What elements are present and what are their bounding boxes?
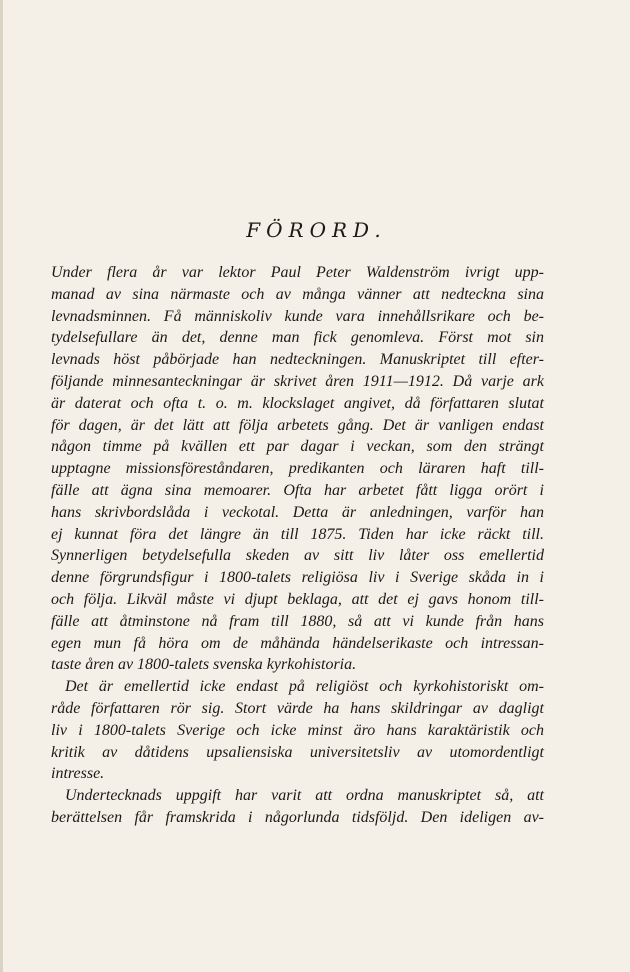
text-line: intresse.	[51, 765, 105, 783]
text-line: är daterat och ofta t. o. m. klockslaget angivet, då författaren slutat	[51, 394, 544, 412]
text-line: hans skrivbordslåda i veckotal. Detta är anledningen, varför han	[51, 503, 544, 521]
text-line: Under flera år var lektor Paul Peter Waldenström ivrigt upp-	[51, 264, 544, 281]
text-line: fälle att åtminstone nå fram till 1880, så att vi kunde från hans	[51, 612, 544, 630]
text-line: berättelsen får framskrida i någorlunda tidsföljd. Den ideligen av-	[51, 808, 544, 826]
text-line: egen mun få höra om de måhända händelserikaste och intressan-	[51, 634, 544, 652]
text-line: tydelsefullare än det, denne man fick genomleva. Först mot sin	[51, 329, 544, 347]
page-title: FÖRORD.	[246, 218, 387, 242]
text-line: och följa. Likväl måste vi djupt beklaga, att det ej gavs honom till-	[51, 590, 544, 608]
text-line: liv i 1800-talets Sverige och icke minst äro hans karaktäristik och	[51, 721, 544, 739]
text-line: för dagen, är det lätt att följa arbetets gång. Det är vanligen endast	[51, 416, 544, 434]
text-line: någon timme på kvällen ett par dagar i veckan, som den strängt	[51, 438, 544, 456]
paragraph-2	[51, 676, 544, 785]
paragraph-1	[51, 262, 544, 676]
text-line: taste åren av 1800-talets svenska kyrkohistoria.	[51, 656, 357, 674]
body-text	[51, 262, 544, 829]
text-line: manad av sina närmaste och av många vänner att nedteckna sina	[51, 285, 544, 303]
text-line: Det är emellertid icke endast på religiöst och kyrkohistoriskt om-	[65, 678, 544, 696]
text-line: levnads höst påbörjade han nedteckningen. Manuskriptet till efter-	[51, 351, 544, 369]
text-line: denne förgrundsfigur i 1800-talets religiösa liv i Sverige skåda in i	[51, 569, 544, 587]
text-line: kritik av dåtidens upsaliensiska universitetsliv av utomordentligt	[51, 743, 544, 761]
text-line: råde författaren rör sig. Stort värde ha hans skildringar av dagligt	[51, 699, 544, 717]
text-line: Undertecknads uppgift har varit att ordna manuskriptet så, att	[65, 787, 544, 805]
paragraph-3	[51, 785, 544, 829]
text-line: Synnerligen betydelsefulla skeden av sitt liv låter oss emellertid	[51, 547, 544, 565]
text-line: ej kunnat föra det längre än till 1875. Tiden har icke räckt till.	[51, 525, 544, 543]
text-line: levnadsminnen. Få människoliv kunde vara innehållsrikare och be-	[51, 307, 544, 325]
text-line: upptagne missionsföreståndaren, predikanten och läraren haft till-	[51, 460, 544, 478]
text-line: fälle att ägna sina memoarer. Ofta har arbetet fått ligga orört i	[51, 481, 544, 499]
text-line: följande minnesanteckningar är skrivet åren 1911—1912. Då varje ark	[51, 372, 544, 390]
